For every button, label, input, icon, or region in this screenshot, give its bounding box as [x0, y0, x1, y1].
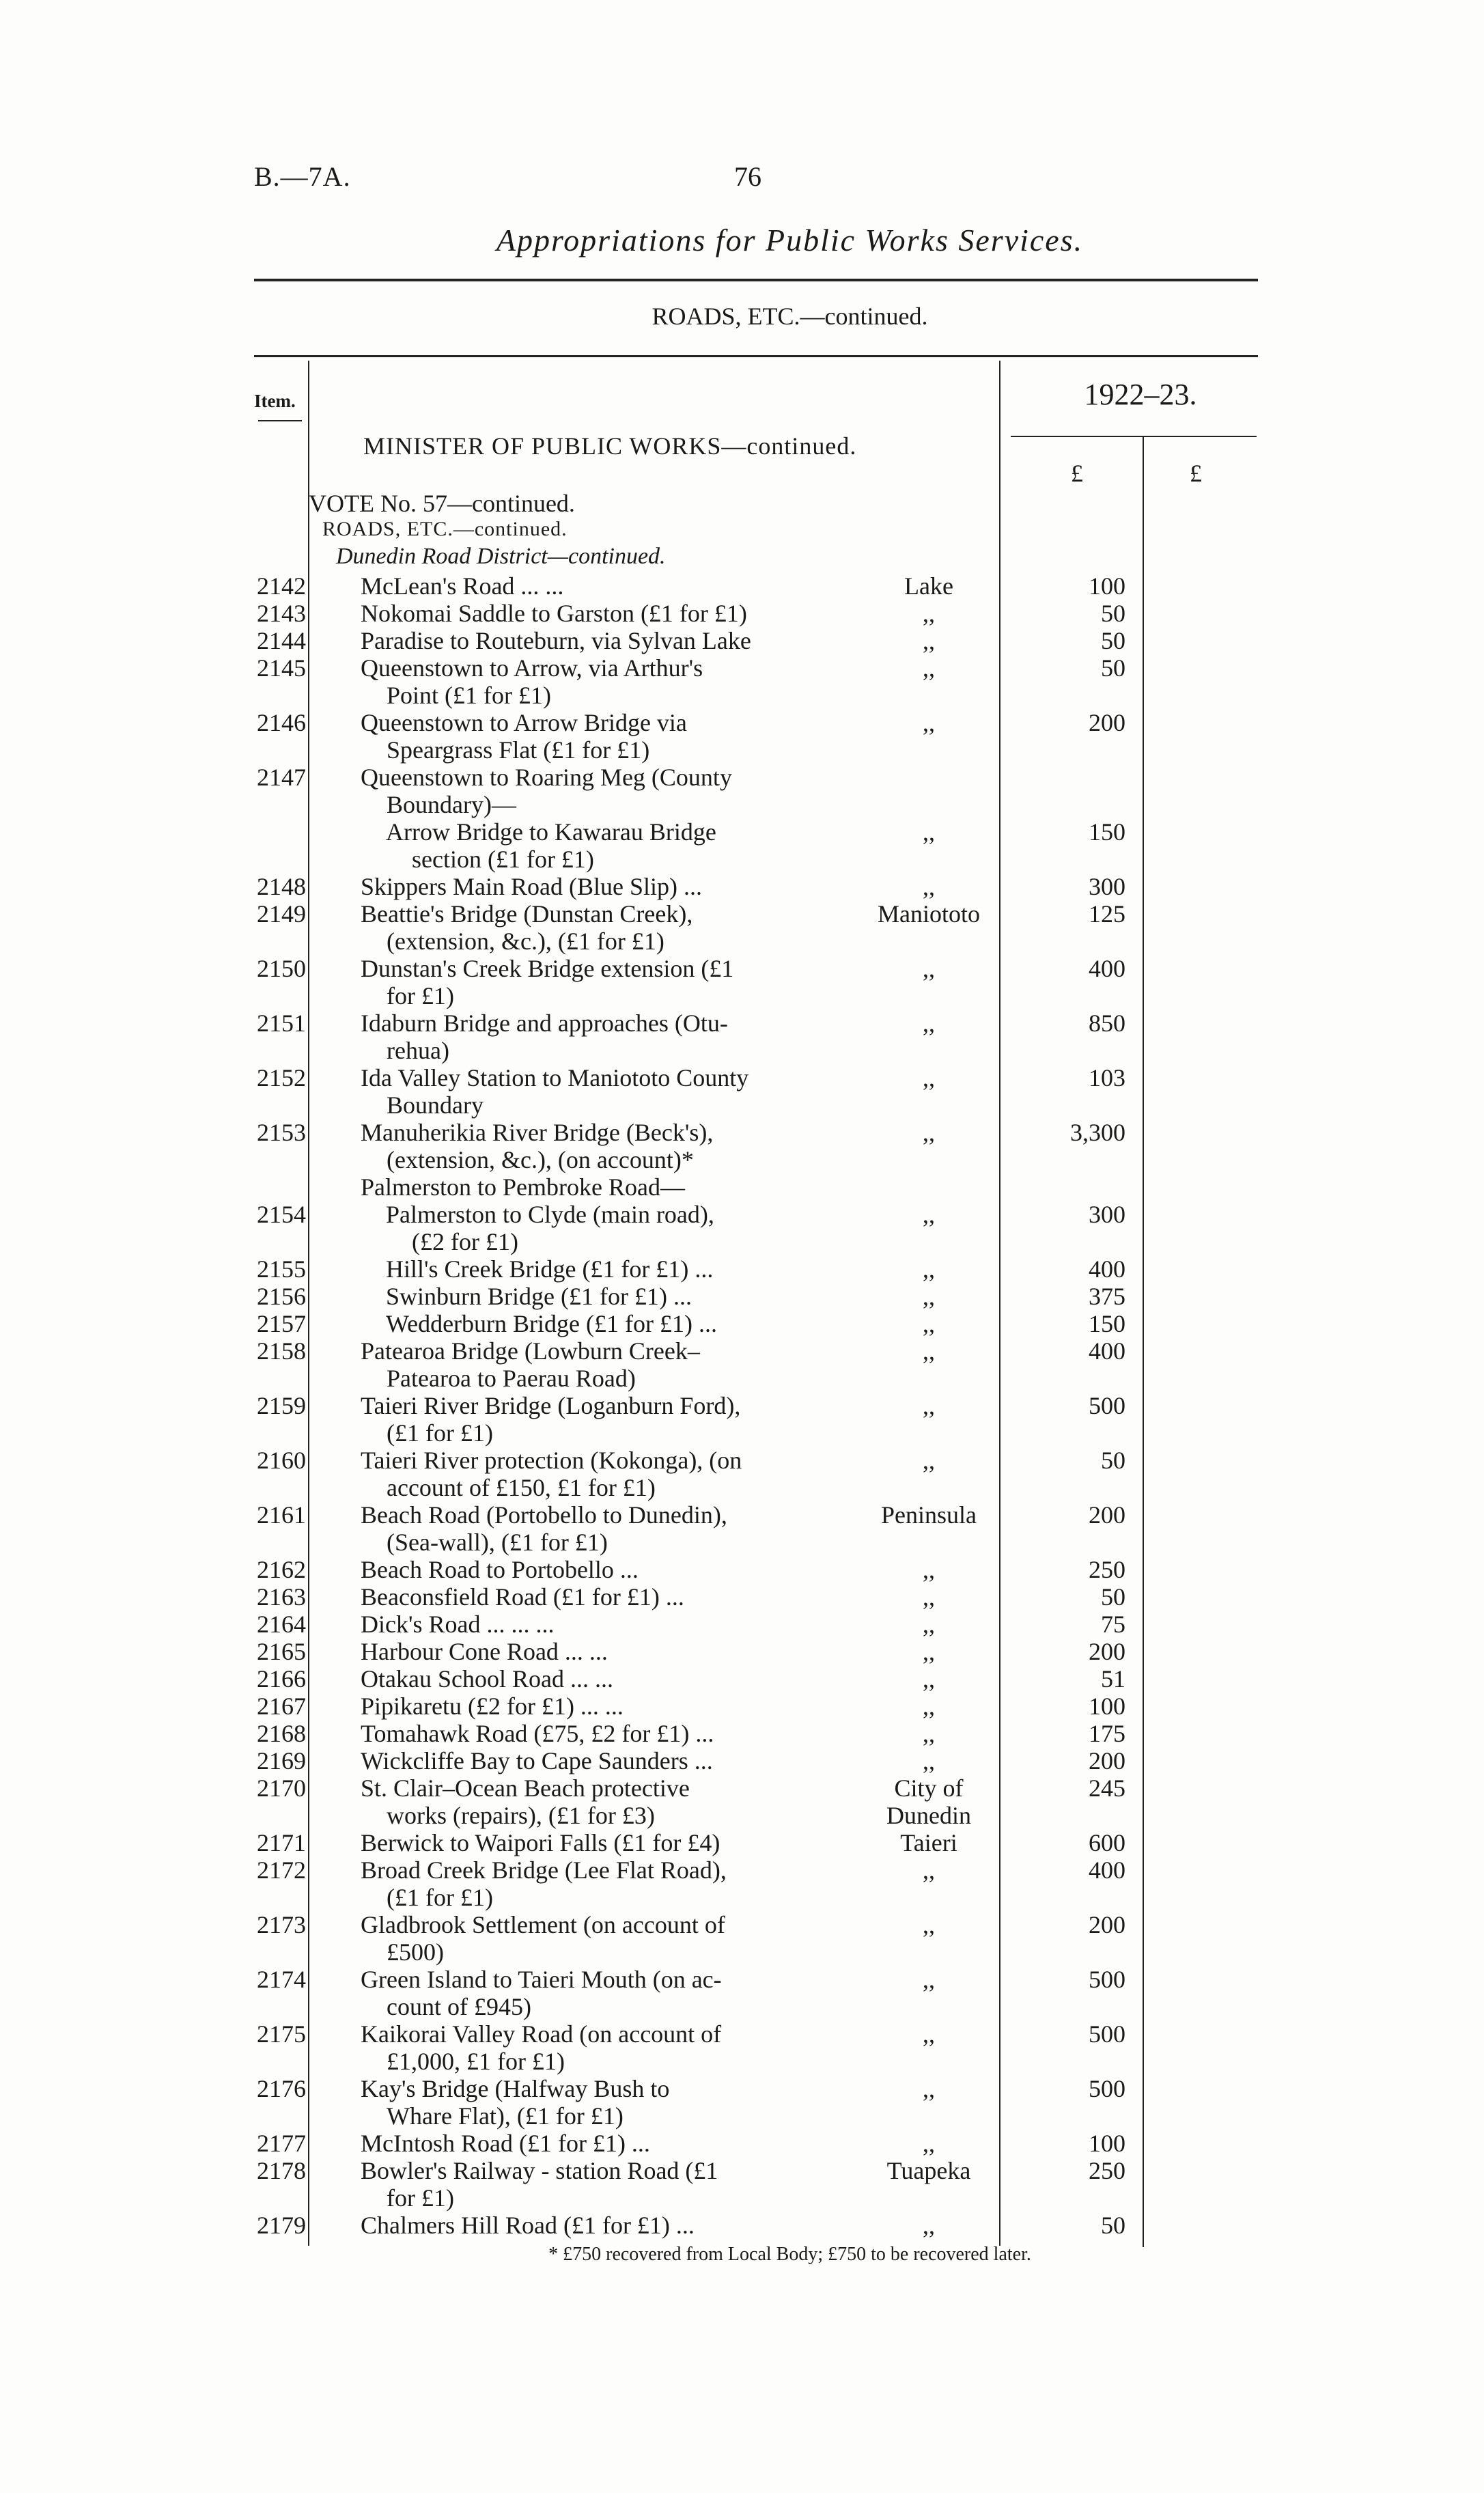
description-line: Chalmers Hill Road (£1 for £1) ...	[361, 2212, 695, 2239]
description-line: Palmerston to Pembroke Road—	[361, 1173, 685, 1201]
description-line: Wickcliffe Bay to Cape Saunders ...	[361, 1747, 713, 1774]
description-line: (£1 for £1)	[387, 1419, 493, 1447]
item-description	[361, 1447, 811, 1501]
description-line: Otakau School Road ... ...	[361, 1665, 613, 1693]
county-name: ,,	[923, 2130, 935, 2157]
amount-value: 850	[1089, 1009, 1125, 1037]
county-name: ,,	[923, 627, 935, 654]
description-line: works (repairs), (£1 for £3)	[387, 1802, 655, 1829]
item-number: 2142	[257, 572, 306, 600]
item-description	[361, 1173, 811, 1201]
item-number: 2178	[257, 2157, 306, 2184]
description-line: £1,000, £1 for £1)	[387, 2048, 565, 2075]
description-line: Hill's Creek Bridge (£1 for £1) ...	[386, 1255, 714, 1283]
item-number: 2146	[257, 709, 306, 736]
description-line: Wedderburn Bridge (£1 for £1) ...	[386, 1310, 717, 1337]
item-number: 2164	[257, 1611, 306, 1638]
amount-value: 50	[1101, 1447, 1125, 1474]
description-line: Gladbrook Settlement (on account of	[361, 1911, 725, 1938]
item-number: 2174	[257, 1966, 306, 1993]
currency-symbol-1: £	[1071, 460, 1083, 487]
county-name: ,,	[923, 1911, 935, 1938]
description-line: Idaburn Bridge and approaches (Otu-	[361, 1009, 728, 1037]
item-number: 2150	[257, 955, 306, 982]
description-line: count of £945)	[387, 1993, 531, 2020]
currency-symbol-2: £	[1190, 460, 1202, 487]
description-line: Ida Valley Station to Maniototo County	[361, 1064, 749, 1091]
description-line: (extension, &c.), (£1 for £1)	[387, 928, 664, 955]
amount-value: 500	[1089, 2075, 1125, 2102]
county-name: ,,	[923, 2075, 935, 2102]
amount-value: 600	[1089, 1829, 1125, 1856]
item-number: 2145	[257, 654, 306, 682]
county-name: ,,	[923, 1966, 935, 1993]
item-description	[361, 654, 811, 709]
item-number: 2154	[257, 1201, 306, 1228]
description-line: Beattie's Bridge (Dunstan Creek),	[361, 900, 693, 928]
description-line: Broad Creek Bridge (Lee Flat Road),	[361, 1856, 727, 1884]
description-line: Beaconsfield Road (£1 for £1) ...	[361, 1583, 684, 1611]
item-number: 2179	[257, 2212, 306, 2239]
county-name: ,,	[923, 1392, 935, 1419]
item-number: 2155	[257, 1255, 306, 1283]
item-description	[386, 818, 811, 873]
description-line: Bowler's Railway - station Road (£1	[361, 2157, 718, 2184]
amount-value: 50	[1101, 1583, 1125, 1611]
item-description	[361, 1665, 811, 1693]
description-line: Berwick to Waipori Falls (£1 for £4)	[361, 1829, 720, 1856]
item-description	[361, 1583, 811, 1611]
description-line: Boundary	[387, 1091, 484, 1119]
description-line: (extension, &c.), (on account)*	[387, 1146, 694, 1173]
amount-value: 100	[1089, 1693, 1125, 1720]
amount-value: 3,300	[1070, 1119, 1125, 1146]
item-number: 2167	[257, 1693, 306, 1720]
footnote: * £750 recovered from Local Body; £750 to be recovered later.	[548, 2244, 1031, 2265]
description-line: Taieri River Bridge (Loganburn Ford),	[361, 1392, 741, 1419]
county-name: ,,	[923, 1119, 935, 1146]
item-description	[361, 2212, 811, 2239]
item-description	[361, 1501, 811, 1556]
description-line: Beach Road to Portobello ...	[361, 1556, 639, 1583]
description-line: Patearoa to Paerau Road)	[387, 1365, 636, 1392]
item-description	[386, 1201, 811, 1255]
county-name: ,,	[923, 1255, 935, 1283]
item-description	[361, 1392, 811, 1447]
item-number: 2156	[257, 1283, 306, 1310]
county-name: Taieri	[900, 1829, 957, 1856]
county-name: ,,	[923, 1611, 935, 1638]
description-line: Whare Flat), (£1 for £1)	[387, 2102, 624, 2130]
description-line: Queenstown to Arrow, via Arthur's	[361, 654, 703, 682]
item-number: 2148	[257, 873, 306, 900]
description-line: section (£1 for £1)	[412, 846, 594, 873]
item-description	[361, 1009, 811, 1064]
amount-value: 200	[1089, 1747, 1125, 1774]
amount-value: 200	[1089, 1501, 1125, 1529]
description-line: Kaikorai Valley Road (on account of	[361, 2020, 722, 2048]
description-line: Beach Road (Portobello to Dunedin),	[361, 1501, 727, 1529]
description-line: Taieri River protection (Kokonga), (on	[361, 1447, 742, 1474]
county-name: ,,	[923, 1283, 935, 1310]
county-name: ,,	[923, 709, 935, 736]
item-description	[361, 709, 811, 764]
county-name: Lake	[904, 572, 953, 600]
amount-value: 300	[1089, 1201, 1125, 1228]
item-number: 2172	[257, 1856, 306, 1884]
description-line: Paradise to Routeburn, via Sylvan Lake	[361, 627, 751, 654]
district-heading: Dunedin Road District—continued.	[336, 544, 666, 569]
description-line: Green Island to Taieri Mouth (on ac-	[361, 1966, 722, 1993]
description-line: for £1)	[387, 2184, 454, 2212]
amount-value: 50	[1101, 2212, 1125, 2239]
item-number: 2153	[257, 1119, 306, 1146]
county-name: Tuapeka	[886, 2157, 971, 2184]
item-description	[361, 764, 811, 818]
item-description	[361, 1747, 811, 1774]
description-line: Kay's Bridge (Halfway Bush to	[361, 2075, 670, 2102]
description-line: St. Clair–Ocean Beach protective	[361, 1774, 690, 1802]
county-name: ,,	[923, 1693, 935, 1720]
subhead-heading: ROADS, ETC.—continued.	[322, 518, 568, 540]
description-line: Harbour Cone Road ... ...	[361, 1638, 608, 1665]
amount-value: 250	[1089, 2157, 1125, 2184]
item-description	[361, 900, 811, 955]
item-number: 2169	[257, 1747, 306, 1774]
description-line: Skippers Main Road (Blue Slip) ...	[361, 873, 702, 900]
item-description	[386, 1283, 811, 1310]
county-name: ,,	[923, 1447, 935, 1474]
item-description	[386, 1255, 811, 1283]
description-line: Pipikaretu (£2 for £1) ... ...	[361, 1693, 624, 1720]
item-number: 2162	[257, 1556, 306, 1583]
item-description	[361, 955, 811, 1009]
item-number: 2159	[257, 1392, 306, 1419]
item-description	[361, 1774, 811, 1829]
item-number: 2158	[257, 1337, 306, 1365]
description-line: account of £150, £1 for £1)	[387, 1474, 656, 1501]
description-line: Nokomai Saddle to Garston (£1 for £1)	[361, 600, 747, 627]
description-line: Dick's Road ... ... ...	[361, 1611, 555, 1638]
county-name: ,,	[923, 1747, 935, 1774]
item-description	[361, 1829, 811, 1856]
page-number: 76	[734, 161, 761, 192]
amount-value: 100	[1089, 2130, 1125, 2157]
description-line: McIntosh Road (£1 for £1) ...	[361, 2130, 650, 2157]
description-line: Arrow Bridge to Kawarau Bridge	[386, 818, 716, 846]
county-name: Peninsula	[881, 1501, 977, 1529]
item-number: 2163	[257, 1583, 306, 1611]
description-line: for £1)	[387, 982, 454, 1009]
item-number: 2143	[257, 600, 306, 627]
amount-value: 300	[1089, 873, 1125, 900]
county-name: ,,	[923, 818, 935, 846]
item-description	[361, 1856, 811, 1911]
item-number: 2176	[257, 2075, 306, 2102]
year-column-header: 1922–23.	[1084, 378, 1197, 411]
item-column-header: Item.	[254, 391, 296, 411]
county-name: ,,	[923, 1337, 935, 1365]
county-name: ,,	[923, 1638, 935, 1665]
item-description	[361, 1337, 811, 1392]
year-header-rule	[1011, 436, 1257, 437]
amount-value: 500	[1089, 1966, 1125, 1993]
item-number: 2166	[257, 1665, 306, 1693]
item-description	[361, 873, 811, 900]
county-name: ,,	[923, 1720, 935, 1747]
item-number: 2152	[257, 1064, 306, 1091]
description-line: Patearoa Bridge (Lowburn Creek–	[361, 1337, 700, 1365]
item-number: 2165	[257, 1638, 306, 1665]
page-title: Appropriations for Public Works Services.	[496, 223, 1084, 257]
amount-value: 50	[1101, 600, 1125, 627]
item-number: 2157	[257, 1310, 306, 1337]
county-name: ,,	[923, 1310, 935, 1337]
amount-value: 500	[1089, 1392, 1125, 1419]
county-name: ,,	[923, 1009, 935, 1037]
amount-value: 245	[1089, 1774, 1125, 1802]
amount-value: 250	[1089, 1556, 1125, 1583]
description-line: rehua)	[387, 1037, 449, 1064]
item-description	[361, 1556, 811, 1583]
county-name: City of Dunedin	[886, 1774, 971, 1829]
item-description	[361, 627, 811, 654]
amount-value: 125	[1089, 900, 1125, 928]
item-description	[361, 1064, 811, 1119]
description-line: Boundary)—	[387, 791, 516, 818]
item-description	[361, 572, 811, 600]
item-number: 2175	[257, 2020, 306, 2048]
description-line: Swinburn Bridge (£1 for £1) ...	[386, 1283, 692, 1310]
description-line: Tomahawk Road (£75, £2 for £1) ...	[361, 1720, 714, 1747]
amount-value: 51	[1101, 1665, 1125, 1693]
item-description	[361, 2130, 811, 2157]
title-rule	[254, 279, 1258, 281]
section-heading: ROADS, ETC.—continued.	[652, 303, 928, 330]
description-line: £500)	[387, 1938, 444, 1966]
description-line: (Sea-wall), (£1 for £1)	[387, 1529, 608, 1556]
table-top-rule	[254, 355, 1258, 357]
amount-value: 200	[1089, 709, 1125, 736]
amount-value: 500	[1089, 2020, 1125, 2048]
amount-value: 200	[1089, 1638, 1125, 1665]
amount-value: 400	[1089, 1255, 1125, 1283]
county-name: ,,	[923, 2020, 935, 2048]
county-name: ,,	[923, 1583, 935, 1611]
item-header-rule	[258, 420, 302, 421]
description-line: Palmerston to Clyde (main road),	[386, 1201, 714, 1228]
description-line: Dunstan's Creek Bridge extension (£1	[361, 955, 734, 982]
item-description	[361, 1693, 811, 1720]
description-line: Queenstown to Arrow Bridge via	[361, 709, 687, 736]
item-description	[361, 600, 811, 627]
item-number: 2173	[257, 1911, 306, 1938]
amount-value: 50	[1101, 654, 1125, 682]
item-description	[361, 1611, 811, 1638]
county-name: ,,	[923, 654, 935, 682]
county-name: ,,	[923, 2212, 935, 2239]
county-name: Maniototo	[878, 900, 980, 928]
amount-value: 175	[1089, 1720, 1125, 1747]
item-number: 2171	[257, 1829, 306, 1856]
amount-value: 150	[1089, 818, 1125, 846]
item-description	[361, 1119, 811, 1173]
item-number: 2144	[257, 627, 306, 654]
amount-value: 103	[1089, 1064, 1125, 1091]
item-number: 2151	[257, 1009, 306, 1037]
item-number: 2149	[257, 900, 306, 928]
item-number: 2160	[257, 1447, 306, 1474]
item-description	[361, 1638, 811, 1665]
county-name: ,,	[923, 1201, 935, 1228]
item-description	[386, 1310, 811, 1337]
amount-value: 375	[1089, 1283, 1125, 1310]
item-number: 2177	[257, 2130, 306, 2157]
county-name: ,,	[923, 1064, 935, 1091]
item-description	[361, 2075, 811, 2130]
item-description	[361, 2157, 811, 2212]
amount-value: 50	[1101, 627, 1125, 654]
description-line: McLean's Road ... ...	[361, 572, 564, 600]
item-column-divider	[308, 361, 309, 2246]
amount-column-divider	[999, 361, 1000, 2246]
amount-value: 100	[1089, 572, 1125, 600]
description-line: Speargrass Flat (£1 for £1)	[387, 736, 650, 764]
county-name: ,,	[923, 600, 935, 627]
item-number: 2161	[257, 1501, 306, 1529]
second-amount-column-divider	[1143, 437, 1144, 2247]
amount-value: 75	[1101, 1611, 1125, 1638]
item-number: 2170	[257, 1774, 306, 1802]
item-description	[361, 1911, 811, 1966]
description-line: Point (£1 for £1)	[387, 682, 551, 709]
vote-heading: VOTE No. 57—continued.	[309, 490, 575, 517]
county-name: ,,	[923, 1856, 935, 1884]
description-line: (£2 for £1)	[412, 1228, 518, 1255]
amount-value: 400	[1089, 1337, 1125, 1365]
item-description	[361, 1966, 811, 2020]
description-line: (£1 for £1)	[387, 1884, 493, 1911]
amount-value: 400	[1089, 955, 1125, 982]
county-name: ,,	[923, 955, 935, 982]
description-line: Manuherikia River Bridge (Beck's),	[361, 1119, 714, 1146]
amount-value: 400	[1089, 1856, 1125, 1884]
item-description	[361, 1720, 811, 1747]
description-line: Queenstown to Roaring Meg (County	[361, 764, 732, 791]
item-number: 2168	[257, 1720, 306, 1747]
item-number: 2147	[257, 764, 306, 791]
county-name: ,,	[923, 1665, 935, 1693]
document-reference: B.—7A.	[254, 161, 351, 192]
item-description	[361, 2020, 811, 2075]
county-name: ,,	[923, 1556, 935, 1583]
amount-value: 200	[1089, 1911, 1125, 1938]
county-name: ,,	[923, 873, 935, 900]
minister-heading: MINISTER OF PUBLIC WORKS—continued.	[363, 432, 857, 460]
amount-value: 150	[1089, 1310, 1125, 1337]
